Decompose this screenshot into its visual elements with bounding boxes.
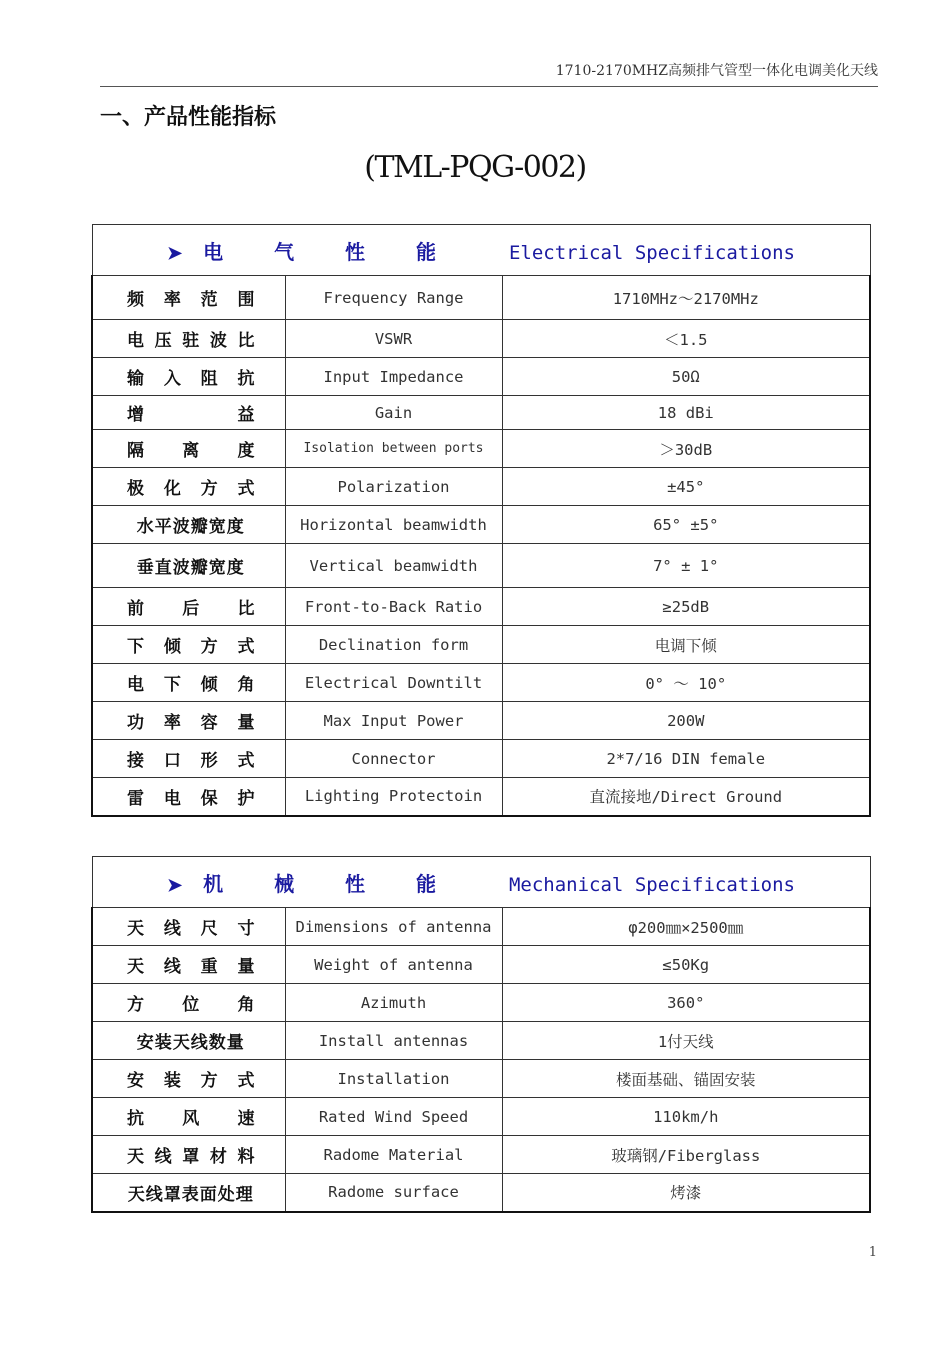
spec-value: 0° ～ 10° [502,664,870,702]
spec-label-zh [92,984,285,1022]
spec-label-zh-text: 方 位 角 [127,995,255,1015]
spec-label-en: Radome surface [285,1174,502,1212]
table-row [92,544,870,588]
spec-label-zh-text: 天 线 尺 寸 [127,919,255,939]
spec-value: ＜1.5 [502,320,870,358]
spec-value: 200W [502,702,870,740]
table-row [92,468,870,506]
spec-label-zh [92,396,285,430]
table-row [92,946,870,984]
spec-label-zh-text: 雷 电 保 护 [127,788,255,809]
spec-label-en: Radome Material [285,1136,502,1174]
electrical-title-cell [92,225,870,276]
electrical-title-row [92,225,870,276]
spec-label-zh [92,778,285,816]
spec-label-zh [92,664,285,702]
spec-value: φ200㎜×2500㎜ [502,908,870,946]
table-row [92,664,870,702]
spec-label-zh-text: 功 率 容 量 [127,713,255,733]
table-row [92,626,870,664]
spec-label-en: Lighting Protectoin [285,778,502,816]
section-heading: 一、产品性能指标 [100,105,277,130]
spec-value: 360° [502,984,870,1022]
spec-value: 2*7/16 DIN female [502,740,870,778]
spec-label-zh [92,430,285,468]
spec-value: 玻璃钢/Fiberglass [502,1136,870,1174]
spec-label-zh [92,1136,285,1174]
spec-label-zh-text: 电 下 倾 角 [127,675,255,695]
spec-label-zh [92,588,285,626]
spec-label-en: Polarization [285,468,502,506]
table-row [92,1174,870,1212]
spec-label-zh-text: 水 平 波 瓣 宽 度 [136,517,245,537]
spec-label-en: Weight of antenna [285,946,502,984]
spec-label-en: Electrical Downtilt [285,664,502,702]
mechanical-title-row [92,857,870,908]
table-row [92,506,870,544]
table-row [92,778,870,816]
spec-value: 50Ω [502,358,870,396]
table-row [92,740,870,778]
arrow-bullet-icon: ➤ [167,242,183,264]
mechanical-title-cell [92,857,870,908]
spec-value: ≤50Kg [502,946,870,984]
spec-label-en: Input Impedance [285,358,502,396]
table-row [92,1098,870,1136]
table-row [92,1136,870,1174]
spec-value: 65° ±5° [502,506,870,544]
spec-value: 烤漆 [502,1174,870,1212]
spec-label-zh-text: 抗 风 速 [127,1109,255,1129]
spec-value: 18 dBi [502,396,870,430]
electrical-title-en: Electrical Specifications [508,241,795,264]
spec-value: ±45° [502,468,870,506]
spec-label-zh [92,358,285,396]
spec-value: ≥25dB [502,588,870,626]
spec-label-en: Frequency Range [285,276,502,320]
spec-label-en: Max Input Power [285,702,502,740]
spec-label-zh [92,908,285,946]
spec-label-zh [92,1022,285,1060]
spec-label-zh-text: 接 口 形 式 [127,751,255,771]
table-row [92,396,870,430]
table-row [92,320,870,358]
spec-label-en: Horizontal beamwidth [285,506,502,544]
spec-label-en: VSWR [285,320,502,358]
spec-label-zh-text: 天 线 罩 材 料 [127,1147,255,1167]
spec-label-zh-text: 增 益 [127,405,255,425]
spec-label-en: Connector [285,740,502,778]
running-header: 1710-2170MHZ高频排气管型一体化电调美化天线 [555,63,878,79]
spec-label-zh [92,1174,285,1212]
spec-label-zh [92,1060,285,1098]
arrow-bullet-icon: ➤ [167,874,183,896]
spec-value: 1710MHz～2170MHz [502,276,870,320]
spec-label-en: Rated Wind Speed [285,1098,502,1136]
table-row [92,1022,870,1060]
spec-value: 110km/h [502,1098,870,1136]
mechanical-spec-table [91,856,871,1213]
table-row [92,430,870,468]
table-row [92,358,870,396]
spec-label-zh-text: 隔 离 度 [127,441,255,461]
spec-label-en: Gain [285,396,502,430]
spec-label-zh [92,626,285,664]
spec-label-zh-text: 输 入 阻 抗 [127,369,255,389]
spec-label-en: Declination form [285,626,502,664]
spec-label-zh-text: 电 压 驻 波 比 [127,331,255,351]
spec-label-zh [92,276,285,320]
spec-label-zh-text: 安 装 方 式 [127,1071,255,1091]
spec-value: 直流接地/Direct Ground [502,778,870,816]
spec-value: 1付天线 [502,1022,870,1060]
spec-value: ＞30dB [502,430,870,468]
spec-label-en: Install antennas [285,1022,502,1060]
spec-label-zh-text: 频 率 范 围 [127,290,255,310]
spec-label-zh [92,506,285,544]
spec-value: 楼面基础、锚固安装 [502,1060,870,1098]
electrical-title-zh: 电 气 性 能 [203,239,459,264]
spec-label-zh [92,740,285,778]
model-code: (TML-PQG-002) [364,150,586,185]
table-row [92,908,870,946]
spec-value: 7° ± 1° [502,544,870,588]
spec-label-zh [92,1098,285,1136]
spec-label-en: Vertical beamwidth [285,544,502,588]
spec-label-zh [92,544,285,588]
spec-label-en: Isolation between ports [285,430,502,468]
spec-label-en: Azimuth [285,984,502,1022]
page-number: 1 [868,1245,877,1260]
spec-label-en: Front-to-Back Ratio [285,588,502,626]
spec-label-zh-text: 前 后 比 [127,599,255,619]
spec-label-zh-text: 天 线 重 量 [127,957,255,977]
table-row [92,588,870,626]
table-row [92,702,870,740]
spec-value: 电调下倾 [502,626,870,664]
mechanical-title-en: Mechanical Specifications [508,873,795,896]
spec-label-zh-text: 下 倾 方 式 [127,637,255,657]
mechanical-title-zh: 机 械 性 能 [203,871,459,896]
spec-label-zh-text: 天 线 罩 表 面 处 理 [127,1184,254,1205]
spec-label-zh-text: 极 化 方 式 [127,479,255,499]
spec-label-en: Dimensions of antenna [285,908,502,946]
spec-label-zh [92,468,285,506]
table-row [92,1060,870,1098]
spec-label-en: Installation [285,1060,502,1098]
header-rule [100,86,878,87]
table-row [92,276,870,320]
spec-label-zh [92,320,285,358]
spec-label-zh-text: 安 装 天 线 数 量 [136,1033,245,1053]
electrical-spec-table [91,224,871,817]
spec-label-zh [92,946,285,984]
spec-label-zh [92,702,285,740]
table-row [92,984,870,1022]
spec-label-zh-text: 垂 直 波 瓣 宽 度 [136,558,245,578]
